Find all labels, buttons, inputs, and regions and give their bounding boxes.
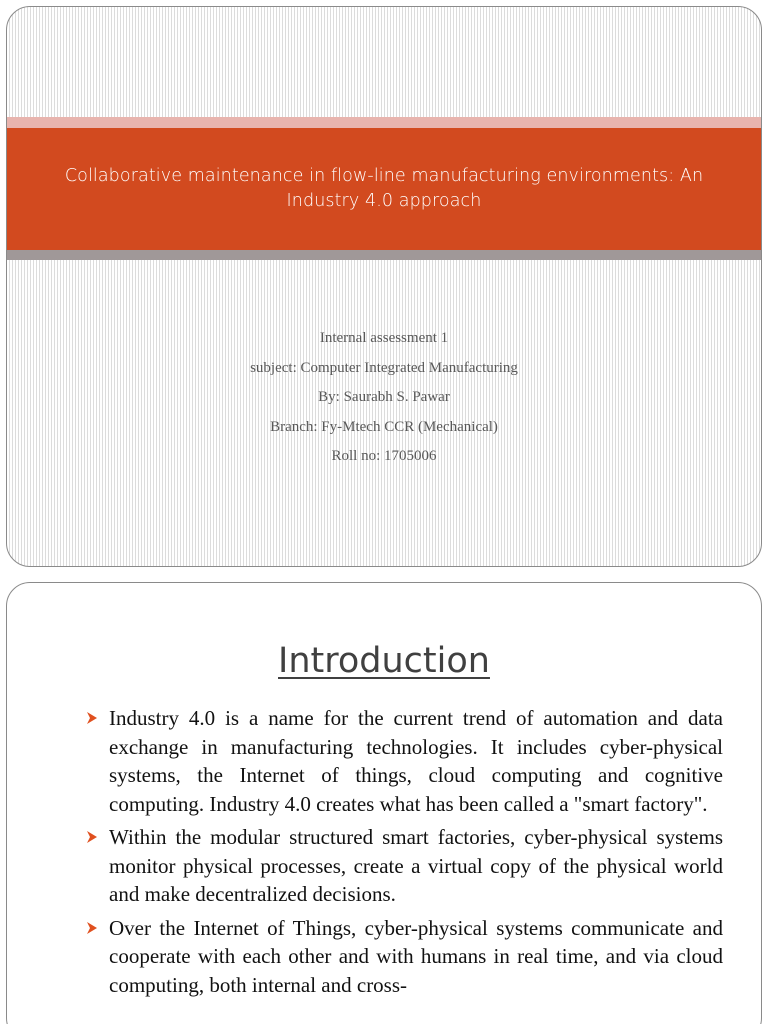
accent-band-bottom (7, 250, 761, 260)
list-item (85, 914, 723, 1000)
slide-title: Collaborative maintenance in flow-line manufacturing environments: An Industry 4.0 approach (64, 166, 704, 211)
bullet-text: Within the modular structured smart factories, cyber-physical systems monitor physical processes, create a virtual copy of the physical world and make decentralized decisions. (109, 825, 723, 906)
arrow-bullet-icon (85, 829, 99, 845)
subtitle-subject: subject: Computer Integrated Manufacturing (250, 359, 518, 376)
bullet-text: Over the Internet of Things, cyber-physical systems communicate and cooperate with each other and with humans in real time, and via cloud computing, both internal and cross- (109, 915, 723, 997)
slide-heading: Introduction (278, 641, 490, 681)
subtitle-author: By: Saurabh S. Pawar (318, 389, 450, 405)
bullet-list (85, 704, 723, 1004)
subtitle-roll-no: Roll no: 1705006 (331, 448, 437, 464)
title-band (7, 128, 761, 250)
subtitle-assessment: Internal assessment 1 (319, 330, 449, 346)
introduction-slide (6, 582, 762, 1024)
bullet-text: Industry 4.0 is a name for the current trend of automation and data exchange in manufacturing technologies. It includes cyber-physical systems, the Internet of things, cloud computing and cognitive computing. Industry 4.0 creates what has been called a "smart factory". (109, 706, 723, 816)
subtitle-branch: Branch: Fy-Mtech CCR (Mechanical) (270, 418, 498, 435)
arrow-bullet-icon (85, 920, 99, 936)
accent-band-top (7, 117, 761, 128)
subtitle-block (7, 324, 761, 472)
title-slide (6, 6, 762, 567)
list-item (85, 823, 723, 909)
arrow-bullet-icon (85, 710, 99, 726)
list-item (85, 704, 723, 818)
